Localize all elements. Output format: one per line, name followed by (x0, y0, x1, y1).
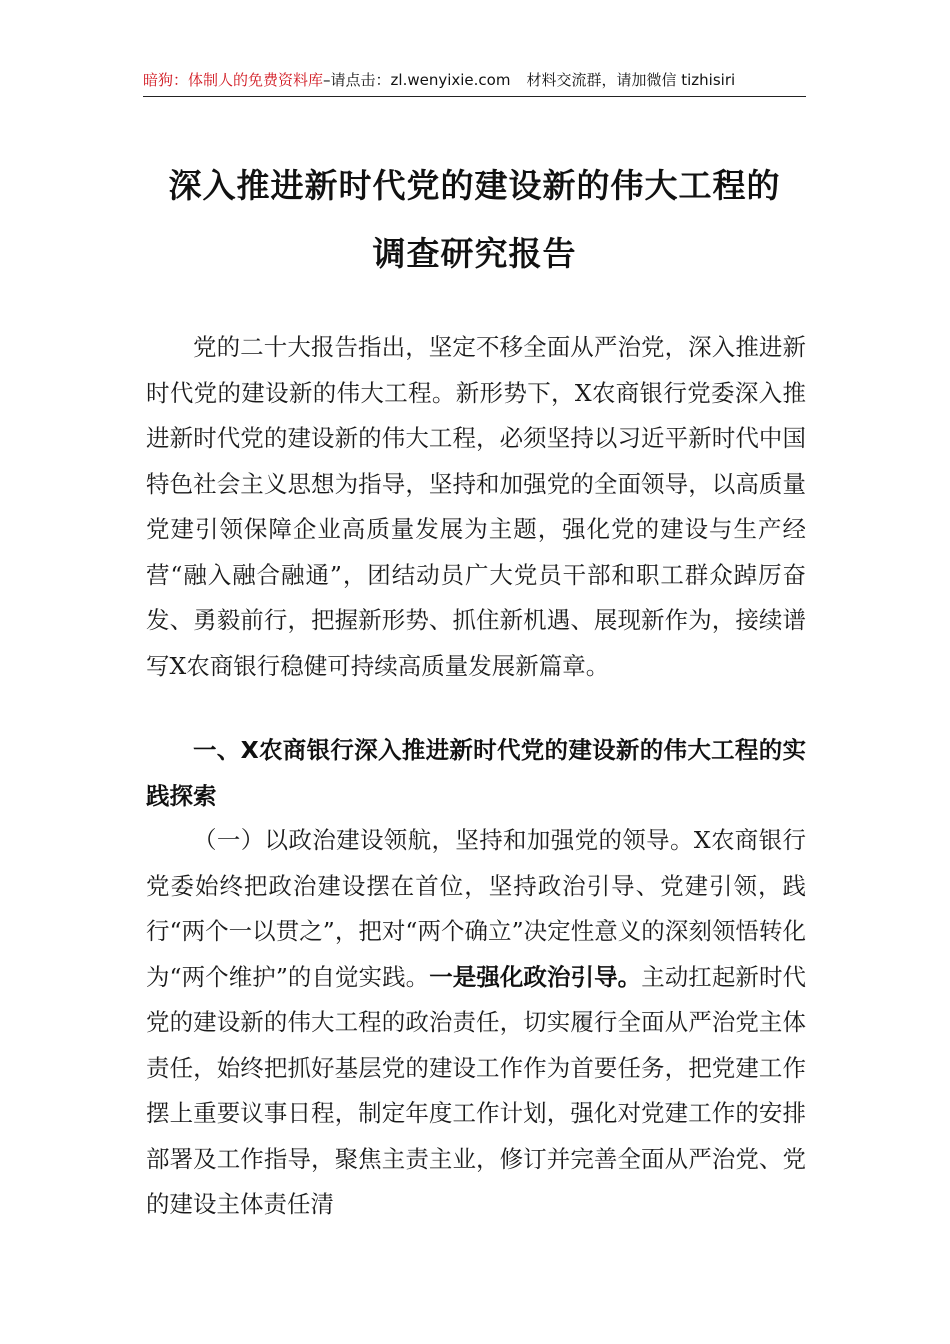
subsection-1-text-b: 主动扛起新时代党的建设新的伟大工程的政治责任，切实履行全面从严治党主体责任，始终把抓好基层党的建设工作作为首要任务，把党建工作摆上重要议事日程，制定年度工作计划，强化对党建工作的安排部署及工作指导，聚焦主责主业，修订并完善全面从严治党、党的建设主体责任清 (146, 962, 807, 1218)
page-header (143, 70, 806, 97)
subsection-1-paragraph (146, 818, 806, 1228)
section-1-heading: 一、X农商银行深入推进新时代党的建设新的伟大工程的实践探索 (146, 736, 806, 810)
header-group-note: 材料交流群，请加微信 tizhisiri (526, 71, 736, 89)
subsection-1-bold-lead: 一是强化政治引导。 (429, 962, 642, 991)
document-title-line-2: 调查研究报告 (372, 234, 577, 273)
subsection-1-text-a: （一）以政治建设领航，坚持和加强党的领导。X农商银行党委始终把政治建设摆在首位，坚持政治引导、党建引领，践行“两个一以贯之”，把对“两个确立”决定性意义的深刻领悟转化为“两个维护”的自觉实践。 (146, 826, 806, 991)
document-title-line-1: 深入推进新时代党的建设新的伟大工程的 (168, 166, 781, 205)
header-click-prompt: –请点击： (323, 71, 391, 89)
intro-paragraph: 党的二十大报告指出，坚定不移全面从严治党，深入推进新时代党的建设新的伟大工程。新形势下，X农商银行党委深入推进新时代党的建设新的伟大工程，必须坚持以习近平新时代中国特色社会主义思想为指导，坚持和加强党的全面领导，以高质量党建引领保障企业高质量发展为主题，强化党的建设与生产经营“融入融合融通”，团结动员广大党员干部和职工群众踔厉奋发、勇毅前行，把握新形势、抓住新机遇、展现新作为，接续谱写X农商银行稳健可持续高质量发展新篇章。 (146, 333, 806, 680)
header-brand: 暗狗：体制人的免费资料库 (143, 71, 324, 89)
header-url-link[interactable]: zl.wenyixie.com (390, 71, 511, 89)
